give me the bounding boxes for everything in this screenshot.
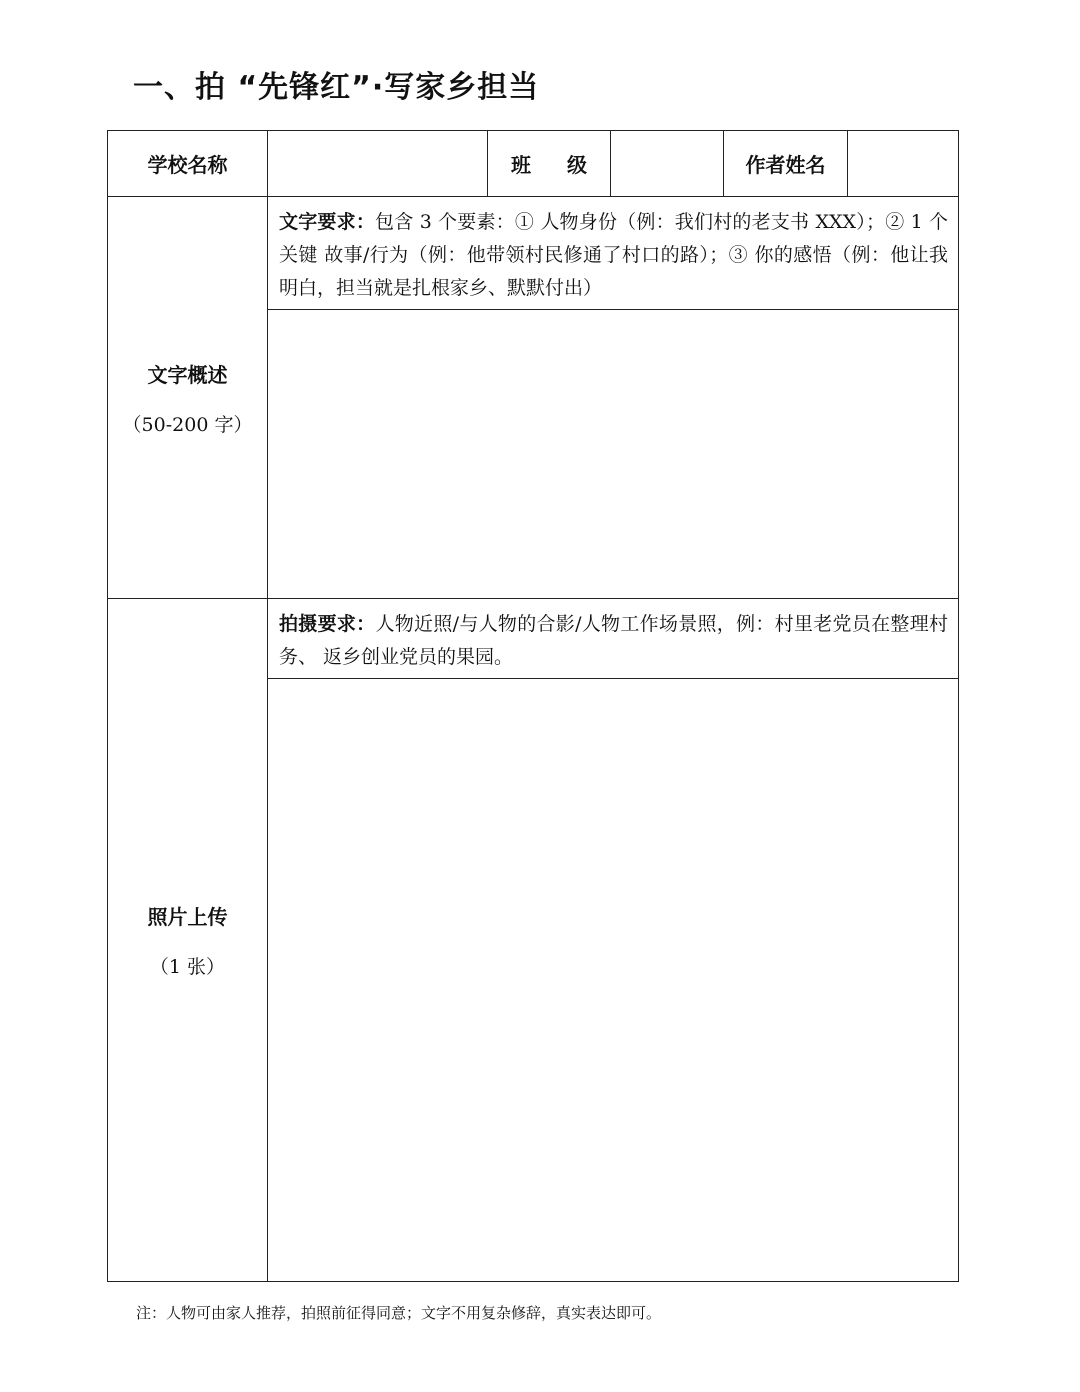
school-name-label: 学校名称: [108, 131, 268, 197]
text-requirement-text: 包含 3 个要素：① 人物身份（例：我们村的老支书 XXX）；② 1 个关键 故事/行为（例：他带领村民修通了村口的路）；③ 你的感悟（例：他让我明白，担当就是扎根家乡、默默付出）: [279, 211, 948, 299]
photo-upload-area[interactable]: [268, 679, 959, 1282]
text-requirement-cell: [268, 197, 959, 310]
author-name-field[interactable]: [848, 131, 959, 197]
class-label-part-1: 班: [511, 153, 531, 177]
photo-requirement-lead: 拍摄要求：: [279, 613, 376, 635]
text-requirement-row: [108, 197, 959, 310]
text-requirement-lead: 文字要求：: [279, 211, 376, 233]
class-field[interactable]: [611, 131, 724, 197]
text-summary-word-limit: （50-200 字）: [122, 413, 253, 436]
text-summary-label-cell: [108, 197, 268, 599]
footnote: 注：人物可由家人推荐，拍照前征得同意；文字不用复杂修辞，真实表达即可。: [136, 1304, 662, 1322]
photo-requirement-text: 人物近照/与人物的合影/人物工作场景照，例：村里老党员在整理村务、 返乡创业党员的果园。: [279, 613, 948, 668]
photo-upload-label: 照片上传: [147, 905, 228, 929]
school-name-field[interactable]: [268, 131, 488, 197]
author-name-label: 作者姓名: [724, 131, 848, 197]
submission-form-table: [107, 130, 959, 1282]
photo-upload-label-cell: [108, 599, 268, 1282]
text-summary-input-area[interactable]: [268, 310, 959, 599]
class-label-part-2: 级: [567, 153, 587, 177]
photo-requirement-cell: [268, 599, 959, 679]
class-label: [488, 131, 611, 197]
photo-upload-count: （1 张）: [149, 956, 226, 978]
text-summary-label: 文字概述: [147, 362, 228, 387]
header-row: [108, 131, 959, 197]
photo-requirement-row: [108, 599, 959, 679]
page-title: 一、拍 “先锋红”·写家乡担当: [133, 70, 540, 105]
